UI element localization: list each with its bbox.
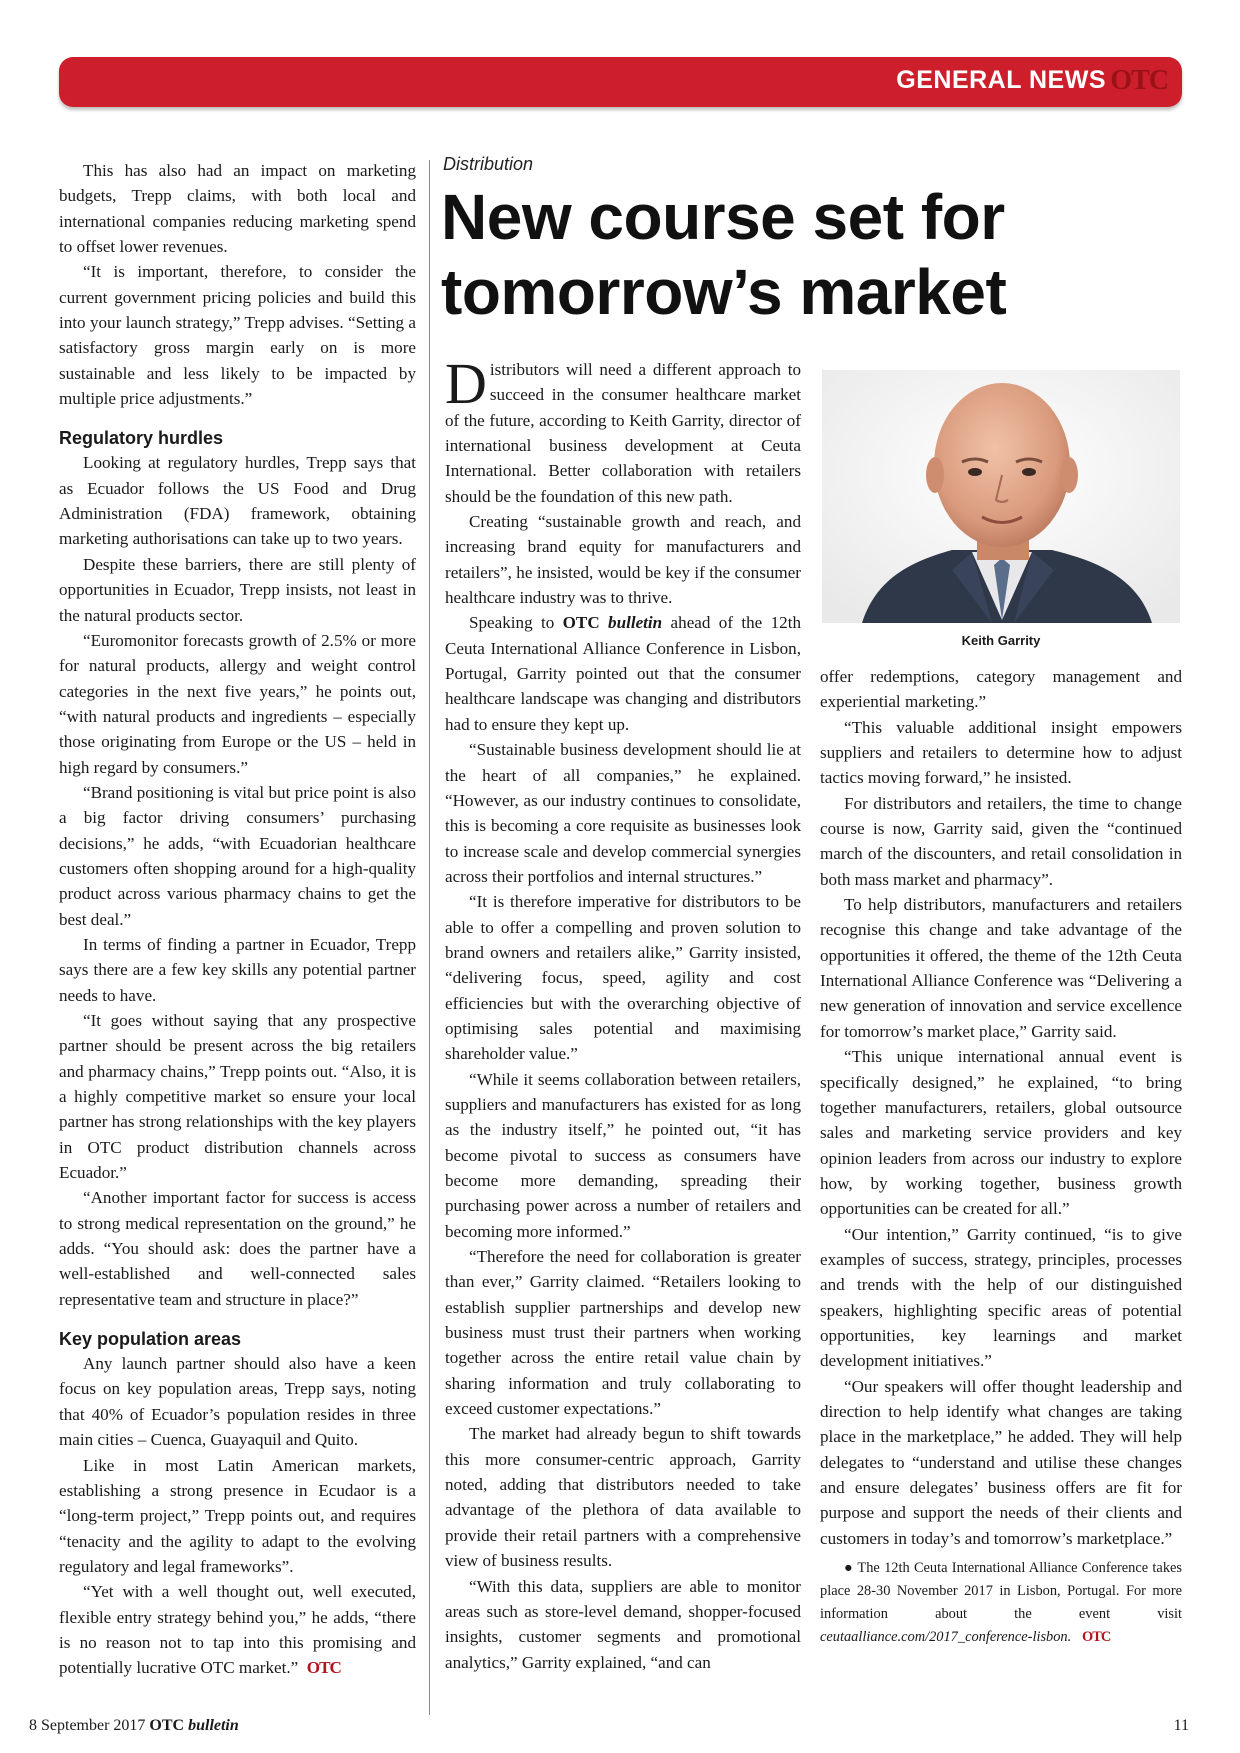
footer-issue <box>29 1717 239 1735</box>
otc-logo: OTC <box>1110 65 1168 96</box>
column-divider <box>429 160 430 1715</box>
paragraph-text: “Yet with a well thought out, well executed, flexible entry strategy behind you,” he adds, “there is no reason not to tap into this promising and potentially lucrative OTC market.” <box>59 1582 416 1678</box>
headline-line-2: tomorrow’s market <box>441 256 1007 328</box>
paragraph: “This unique international annual event is specifically designed,” he explained, “to bring together manufacturers, retailers, global outsource sales and marketing service providers and key opinion leaders from across our industry to explore how, by working together, business growth opportunities can be created for all.” <box>820 1047 1182 1219</box>
paragraph: Despite these barriers, there are still plenty of opportunities in Ecuador, Trepp insists, not least in the natural products sector. <box>59 554 416 625</box>
lead-paragraph <box>445 351 801 509</box>
paragraph: For distributors and retailers, the time to change course is now, Garrity said, given the “continued march of the discounters, and retail consolidation in both mass market and pharmacy”. <box>820 793 1182 889</box>
paragraph: “This valuable additional insight empowers suppliers and retailers to determine how to adjust tactics moving forward,” he insisted. <box>820 717 1182 788</box>
paragraph: “Our intention,” Garrity continued, “is to give examples of success, strategy, principles, processes and trends with the help of our distinguished speakers, highlighting specific areas of potential opportunities, key learnings and market development initiatives.” <box>820 1224 1182 1371</box>
section-tag: Distribution <box>443 154 534 174</box>
paragraph: In terms of finding a partner in Ecuador, Trepp says there are a few key skills any potential partner needs to have. <box>59 934 416 1005</box>
headline <box>441 180 1201 330</box>
column-right <box>820 664 1182 1649</box>
portrait-photo <box>822 370 1180 623</box>
paragraph: “Our speakers will offer thought leadership and direction to help identify what changes are taking place in the marketplace,” he added. They will help delegates to “understand and utilise these changes and ensure delegates’ business offers are fit for purpose and support the needs of their clients and customers in today’s and tomorrow’s marketplace.” <box>820 1376 1182 1548</box>
paragraph: “With this data, suppliers are able to monitor areas such as store-level demand, shopper-focused insights, customer segments and promotional analytics,” Garrity explained, “and can <box>445 1576 801 1672</box>
page-number: 11 <box>1173 1717 1189 1734</box>
paragraph: Any launch partner should also have a keen focus on key population areas, Trepp says, noting that 40% of Ecuador’s population resides in three main cities – Cuenca, Guayaquil and Quito. <box>59 1354 416 1450</box>
event-url-link[interactable]: ceutaalliance.com/2017_conference-lisbon. <box>820 1629 1072 1646</box>
end-mark: OTC <box>306 1658 341 1678</box>
paragraph: Like in most Latin American markets, establishing a strong presence in Ecudaor is a “long-term project,” Trepp points out, and requires “tenacity and the agility to adapt to the evolving regulatory and legal frameworks”. <box>59 1455 416 1576</box>
paragraph: offer redemptions, category management and experiential marketing.” <box>820 667 1182 712</box>
column-middle <box>445 351 801 1675</box>
subheading-population: Key population areas <box>59 1329 242 1350</box>
portrait-illustration <box>822 370 1180 623</box>
paragraph: Creating “sustainable growth and reach, and increasing brand equity for manufacturers and retailers”, he insisted, would be key if the consumer healthcare industry was to thrive. <box>445 512 801 608</box>
paragraph: “Euromonitor forecasts growth of 2.5% or more for natural products, allergy and weight control categories in the next five years,” he points out, “with natural products and ingredients – especially those originating from Europe or the US – held in high regard by consumers.” <box>59 630 416 777</box>
headline-line-1: New course set for <box>441 181 1005 253</box>
photo-caption: Keith Garrity <box>961 633 1041 648</box>
paragraph: “While it seems collaboration between retailers, suppliers and manufacturers has existed for as long as the industry itself,” he pointed out, “it has become pivotal to success as consumers have become more demanding, spreading their purchasing power across a number of retailers and becoming more informed.” <box>445 1069 801 1241</box>
banner-title: GENERAL NEWS <box>896 66 1106 94</box>
paragraph: “Sustainable business development should lie at the heart of all companies,” he explained. “However, as our industry continues to consolidate, this is becoming a core requisite as businesses look to increase scale and develop commercial synergies across their portfolios and internal structures.” <box>445 740 801 886</box>
event-footnote <box>820 1557 1182 1649</box>
paragraph: The market had already begun to shift towards this more consumer-centric approach, Garrity noted, adding that distributors needed to take advantage of the plethora of data available to provide their retail partners with a comprehensive view of business results. <box>445 1424 801 1571</box>
subheading-regulatory: Regulatory hurdles <box>59 428 224 449</box>
lead-text: istributors will need a different approach to succeed in the consumer healthcare market of the future, according to Keith Garrity, director of international business development at Ceuta International. Better collaboration with retailers should be the foundation of this new path. <box>445 360 801 506</box>
issue-date: 8 September 2017 <box>29 1717 146 1734</box>
footer-brand-italic: bulletin <box>188 1717 239 1734</box>
paragraph: This has also had an impact on marketing budgets, Trepp claims, with both local and international companies reducing marketing spend to offset lower revenues. <box>59 161 416 257</box>
paragraph: “Therefore the need for collaboration is greater than ever,” Garrity claimed. “Retailers looking to establish supplier partnerships and develop new business must trust their partners when working together across the entire retail value chain by sharing information and truly collaborating to exceed customer expectations.” <box>445 1247 801 1419</box>
brand-name-italic: bulletin <box>608 613 663 633</box>
bullet-icon: ● <box>844 1560 854 1577</box>
paragraph: “It is therefore imperative for distributors to be able to offer a compelling and proven solution to brand owners and retailers alike,” Garrity insisted, “delivering focus, speed, agility and cost efficiencies but with the overarching objective of optimising sales potential and maximising shareholder value.” <box>445 892 801 1064</box>
column-left <box>59 158 416 1681</box>
section-banner <box>59 57 1182 107</box>
end-mark: OTC <box>1082 1629 1111 1646</box>
paragraph: “It is important, therefore, to consider the current government pricing policies and build this into your launch strategy,” Trepp advises. “Setting a satisfactory gross margin early on is more sustainable and less likely to be impacted by multiple price adjustments.” <box>59 262 416 409</box>
paragraph: Looking at regulatory hurdles, Trepp says that as Ecuador follows the US Food and Drug Administration (FDA) framework, obtaining marketing authorisations can take up to two years. <box>59 453 416 549</box>
paragraph: “Another important factor for success is access to strong medical representation on the ground,” he adds. “You should ask: does the partner have a well-established and well-connected sales representative team and structure in place?” <box>59 1188 416 1309</box>
paragraph <box>445 610 801 737</box>
paragraph: “It goes without saying that any prospective partner should be present across the big retailers and pharmacy chains,” Trepp points out. “Also, it is a highly competitive market so ensure your local partner has strong relationships with the key players in OTC product distribution channels across Ecuador.” <box>59 1011 416 1183</box>
paragraph: “Brand positioning is vital but price point is also a big factor driving consumers’ purchasing decisions,” he adds, “with Ecuadorian healthcare customers often shopping around for a high-quality product across various pharmacy chains to get the best deal.” <box>59 782 416 929</box>
footer-brand: OTC <box>149 1717 185 1734</box>
drop-cap: D <box>445 351 487 416</box>
brand-name: OTC <box>562 613 600 633</box>
paragraph <box>59 1579 416 1680</box>
footnote-text: The 12th Ceuta International Alliance Conference takes place 28-30 November 2017 in Lisbon, Portugal. For more information about the event visit <box>820 1560 1183 1623</box>
text-run: Speaking to <box>469 613 563 633</box>
text-run: ahead of the 12th Ceuta International Alliance Conference in Lisbon, Portugal, Garrity pointed out that the consumer healthcare landscape was changing and distributors had to ensure they kept up. <box>445 613 801 734</box>
paragraph: To help distributors, manufacturers and retailers recognise this change and take advantage of the opportunities it offered, the theme of the 12th Ceuta International Alliance Conference was “Delivering a new generation of innovation and service excellence for tomorrow’s market place,” Garrity said. <box>820 895 1182 1041</box>
